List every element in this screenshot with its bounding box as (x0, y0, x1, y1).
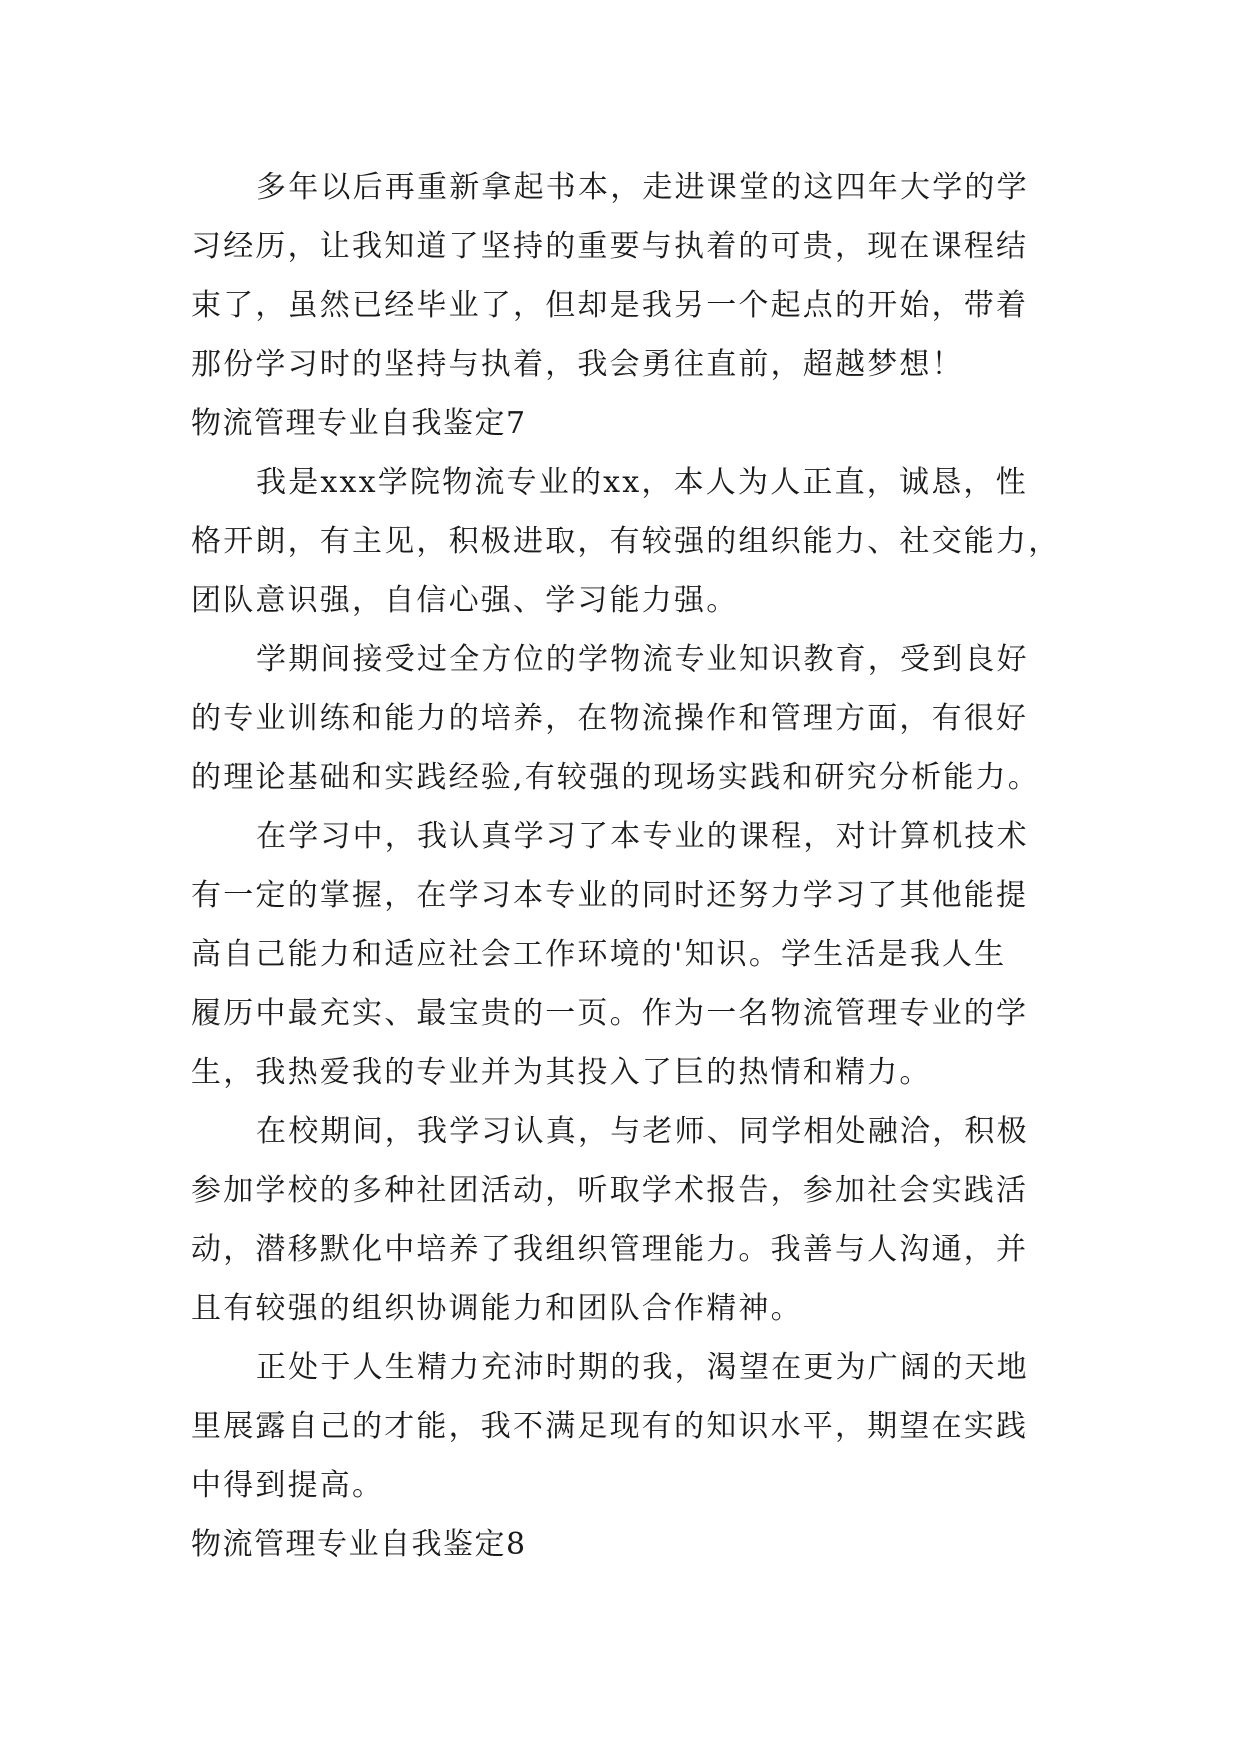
paragraph-2 (191, 453, 1061, 630)
paragraph-1 (191, 158, 1051, 394)
text-line: 正处于人生精力充沛时期的我，渴望在更为广阔的天地 (256, 1350, 1029, 1385)
text-line: 动，潜移默化中培养了我组织管理能力。我善与人沟通，并 (191, 1232, 1029, 1267)
text-line: 多年以后再重新拿起书本，走进课堂的这四年大学的学 (256, 170, 1029, 205)
text-line: 生，我热爱我的专业并为其投入了巨的热情和精力。 (191, 1055, 932, 1090)
text-line: 里展露自己的才能，我不满足现有的知识水平，期望在实践 (191, 1409, 1029, 1444)
text-line: 中得到提高。 (191, 1468, 385, 1503)
text-line: 在学习中，我认真学习了本专业的课程，对计算机技术 (256, 819, 1029, 854)
text-line: 在校期间，我学习认真，与老师、同学相处融洽，积极 (256, 1114, 1029, 1149)
text-line: 格开朗，有主见，积极进取，有较强的组织能力、社交能力， (191, 524, 1061, 559)
text-line: 束了，虽然已经毕业了，但却是我另一个起点的开始，带着 (191, 288, 1029, 323)
section-heading-8: 物流管理专业自我鉴定8 (191, 1527, 527, 1562)
text-line: 有一定的掌握，在学习本专业的同时还努力学习了其他能提 (191, 878, 1029, 913)
text-line: 那份学习时的坚持与执着，我会勇往直前，超越梦想！ (191, 347, 964, 382)
paragraph-6 (191, 1338, 1051, 1515)
text-line: 习经历，让我知道了坚持的重要与执着的可贵，现在课程结 (191, 229, 1029, 264)
text-line: 团队意识强，自信心强、学习能力强。 (191, 583, 739, 618)
text-line: 高自己能力和适应社会工作环境的'知识。学生活是我人生 (191, 937, 1007, 972)
text-line: 履历中最充实、最宝贵的一页。作为一名物流管理专业的学 (191, 996, 1029, 1031)
text-line: 且有较强的组织协调能力和团队合作精神。 (191, 1291, 803, 1326)
text-line: 的理论基础和实践经验,有较强的现场实践和研究分析能力。 (191, 760, 1040, 795)
text-line: 参加学校的多种社团活动，听取学术报告，参加社会实践活 (191, 1173, 1029, 1208)
paragraph-3 (191, 630, 1051, 807)
paragraph-4 (191, 807, 1051, 1102)
paragraph-5 (191, 1102, 1051, 1338)
section-heading-7: 物流管理专业自我鉴定7 (191, 406, 527, 441)
text-line: 我是xxx学院物流专业的xx，本人为人正直，诚恳，性 (256, 465, 1028, 500)
document-page (191, 158, 1061, 1574)
text-line: 学期间接受过全方位的学物流专业知识教育，受到良好 (256, 642, 1029, 677)
text-line: 的专业训练和能力的培养，在物流操作和管理方面，有很好 (191, 701, 1029, 736)
